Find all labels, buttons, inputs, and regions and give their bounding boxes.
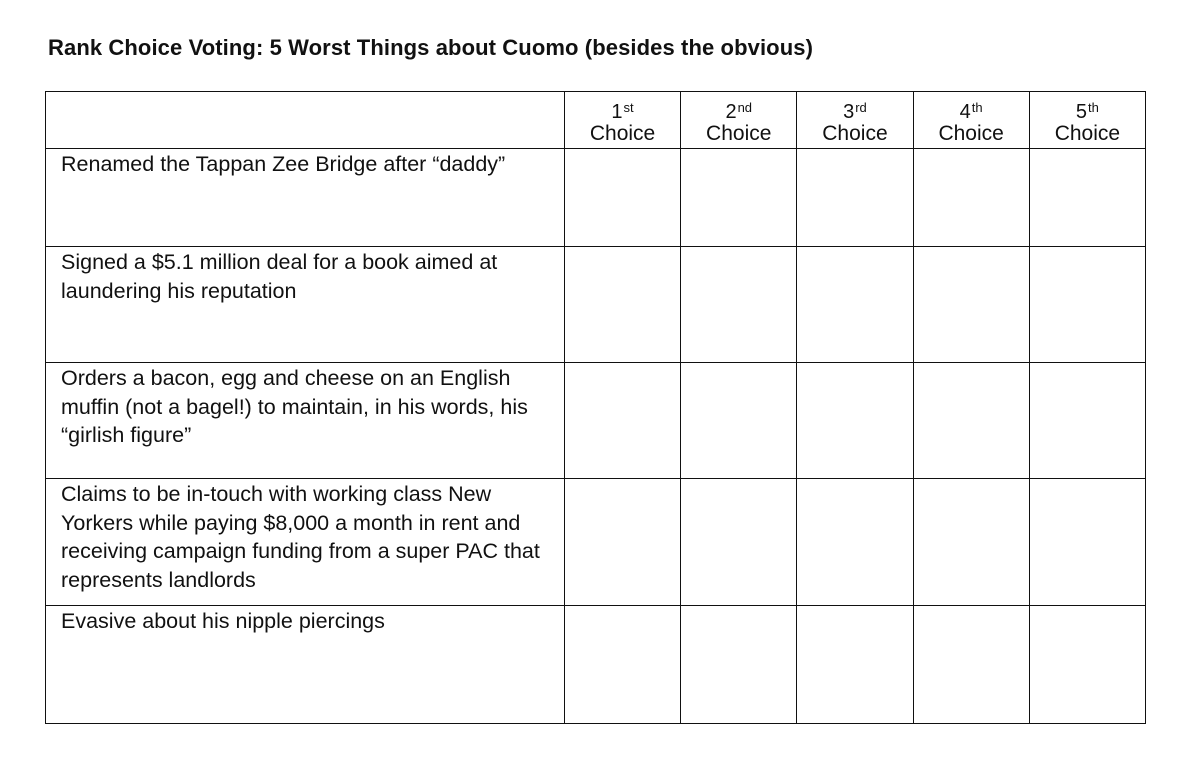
rank-cell-3rd-choice[interactable] — [797, 363, 913, 479]
choice-ordinal — [681, 92, 796, 122]
rank-cell-4th-choice[interactable] — [913, 606, 1029, 724]
item-label-cell — [46, 363, 565, 479]
rank-cell-1st-choice[interactable] — [564, 363, 680, 479]
rank-cell-3rd-choice[interactable] — [797, 149, 913, 247]
item-text: Renamed the Tappan Zee Bridge after “daddy” — [61, 152, 506, 176]
item-text: Orders a bacon, egg and cheese on an English muffin (not a bagel!) to maintain, in his words, his “girlish figure” — [61, 366, 528, 447]
item-text: Signed a $5.1 million deal for a book aimed at laundering his reputation — [61, 250, 498, 303]
choice-ordinal — [1030, 92, 1145, 122]
choice-word: Choice — [1054, 122, 1121, 145]
rank-cell-3rd-choice[interactable] — [797, 247, 913, 363]
rank-cell-2nd-choice[interactable] — [681, 247, 797, 363]
choice-word: Choice — [589, 122, 656, 145]
rank-cell-2nd-choice[interactable] — [681, 479, 797, 606]
ordinal-suffix: st — [623, 100, 634, 115]
choice-word: Choice — [822, 122, 888, 145]
choice-word: Choice — [706, 122, 772, 145]
rank-cell-3rd-choice[interactable] — [797, 479, 913, 606]
rank-cell-2nd-choice[interactable] — [681, 606, 797, 724]
table-row — [46, 363, 1146, 479]
rank-cell-3rd-choice[interactable] — [797, 606, 913, 724]
rank-cell-4th-choice[interactable] — [913, 247, 1029, 363]
item-label-cell — [46, 479, 565, 606]
ordinal-suffix: th — [971, 100, 983, 115]
rank-cell-5th-choice[interactable] — [1029, 149, 1145, 247]
rank-cell-4th-choice[interactable] — [913, 363, 1029, 479]
page-title: Rank Choice Voting: 5 Worst Things about Cuomo (besides the obvious) — [48, 35, 814, 60]
rank-cell-4th-choice[interactable] — [913, 149, 1029, 247]
ordinal-number: 3 — [843, 101, 855, 123]
ordinal-number: 2 — [725, 101, 737, 123]
rank-cell-5th-choice[interactable] — [1029, 247, 1145, 363]
table-row — [46, 606, 1146, 724]
table-row — [46, 479, 1146, 606]
choice-header-2 — [681, 92, 797, 149]
item-label-cell — [46, 149, 565, 247]
ordinal-suffix: th — [1088, 100, 1099, 115]
choice-header-3 — [797, 92, 913, 149]
header-row — [46, 92, 1146, 149]
item-label-cell — [46, 606, 565, 724]
item-label-cell — [46, 247, 565, 363]
ordinal-number: 1 — [611, 101, 623, 123]
ordinal-number: 5 — [1075, 101, 1088, 123]
rank-cell-1st-choice[interactable] — [564, 606, 680, 724]
rank-cell-1st-choice[interactable] — [564, 247, 680, 363]
choice-header-1 — [564, 92, 680, 149]
ordinal-suffix: rd — [855, 100, 867, 115]
rank-cell-2nd-choice[interactable] — [681, 149, 797, 247]
table-row — [46, 247, 1146, 363]
choice-header-4 — [913, 92, 1029, 149]
table-row — [46, 149, 1146, 247]
item-text: Evasive about his nipple piercings — [61, 609, 385, 633]
ordinal-suffix: nd — [737, 100, 753, 115]
rank-cell-1st-choice[interactable] — [564, 479, 680, 606]
rank-cell-4th-choice[interactable] — [913, 479, 1029, 606]
rank-cell-2nd-choice[interactable] — [681, 363, 797, 479]
item-text: Claims to be in-touch with working class New Yorkers while paying $8,000 a month in rent and receiving campaign funding from a super PAC that represents landlords — [61, 482, 540, 592]
choice-ordinal — [797, 92, 912, 122]
header-blank-cell — [46, 92, 565, 149]
rank-cell-1st-choice[interactable] — [564, 149, 680, 247]
rank-cell-5th-choice[interactable] — [1029, 479, 1145, 606]
ranking-table — [45, 91, 1146, 724]
choice-ordinal — [914, 92, 1029, 122]
ordinal-number: 4 — [959, 101, 971, 123]
choice-word: Choice — [938, 122, 1004, 145]
choice-header-5 — [1029, 92, 1145, 149]
rank-cell-5th-choice[interactable] — [1029, 606, 1145, 724]
rank-cell-5th-choice[interactable] — [1029, 363, 1145, 479]
choice-ordinal — [565, 92, 680, 122]
